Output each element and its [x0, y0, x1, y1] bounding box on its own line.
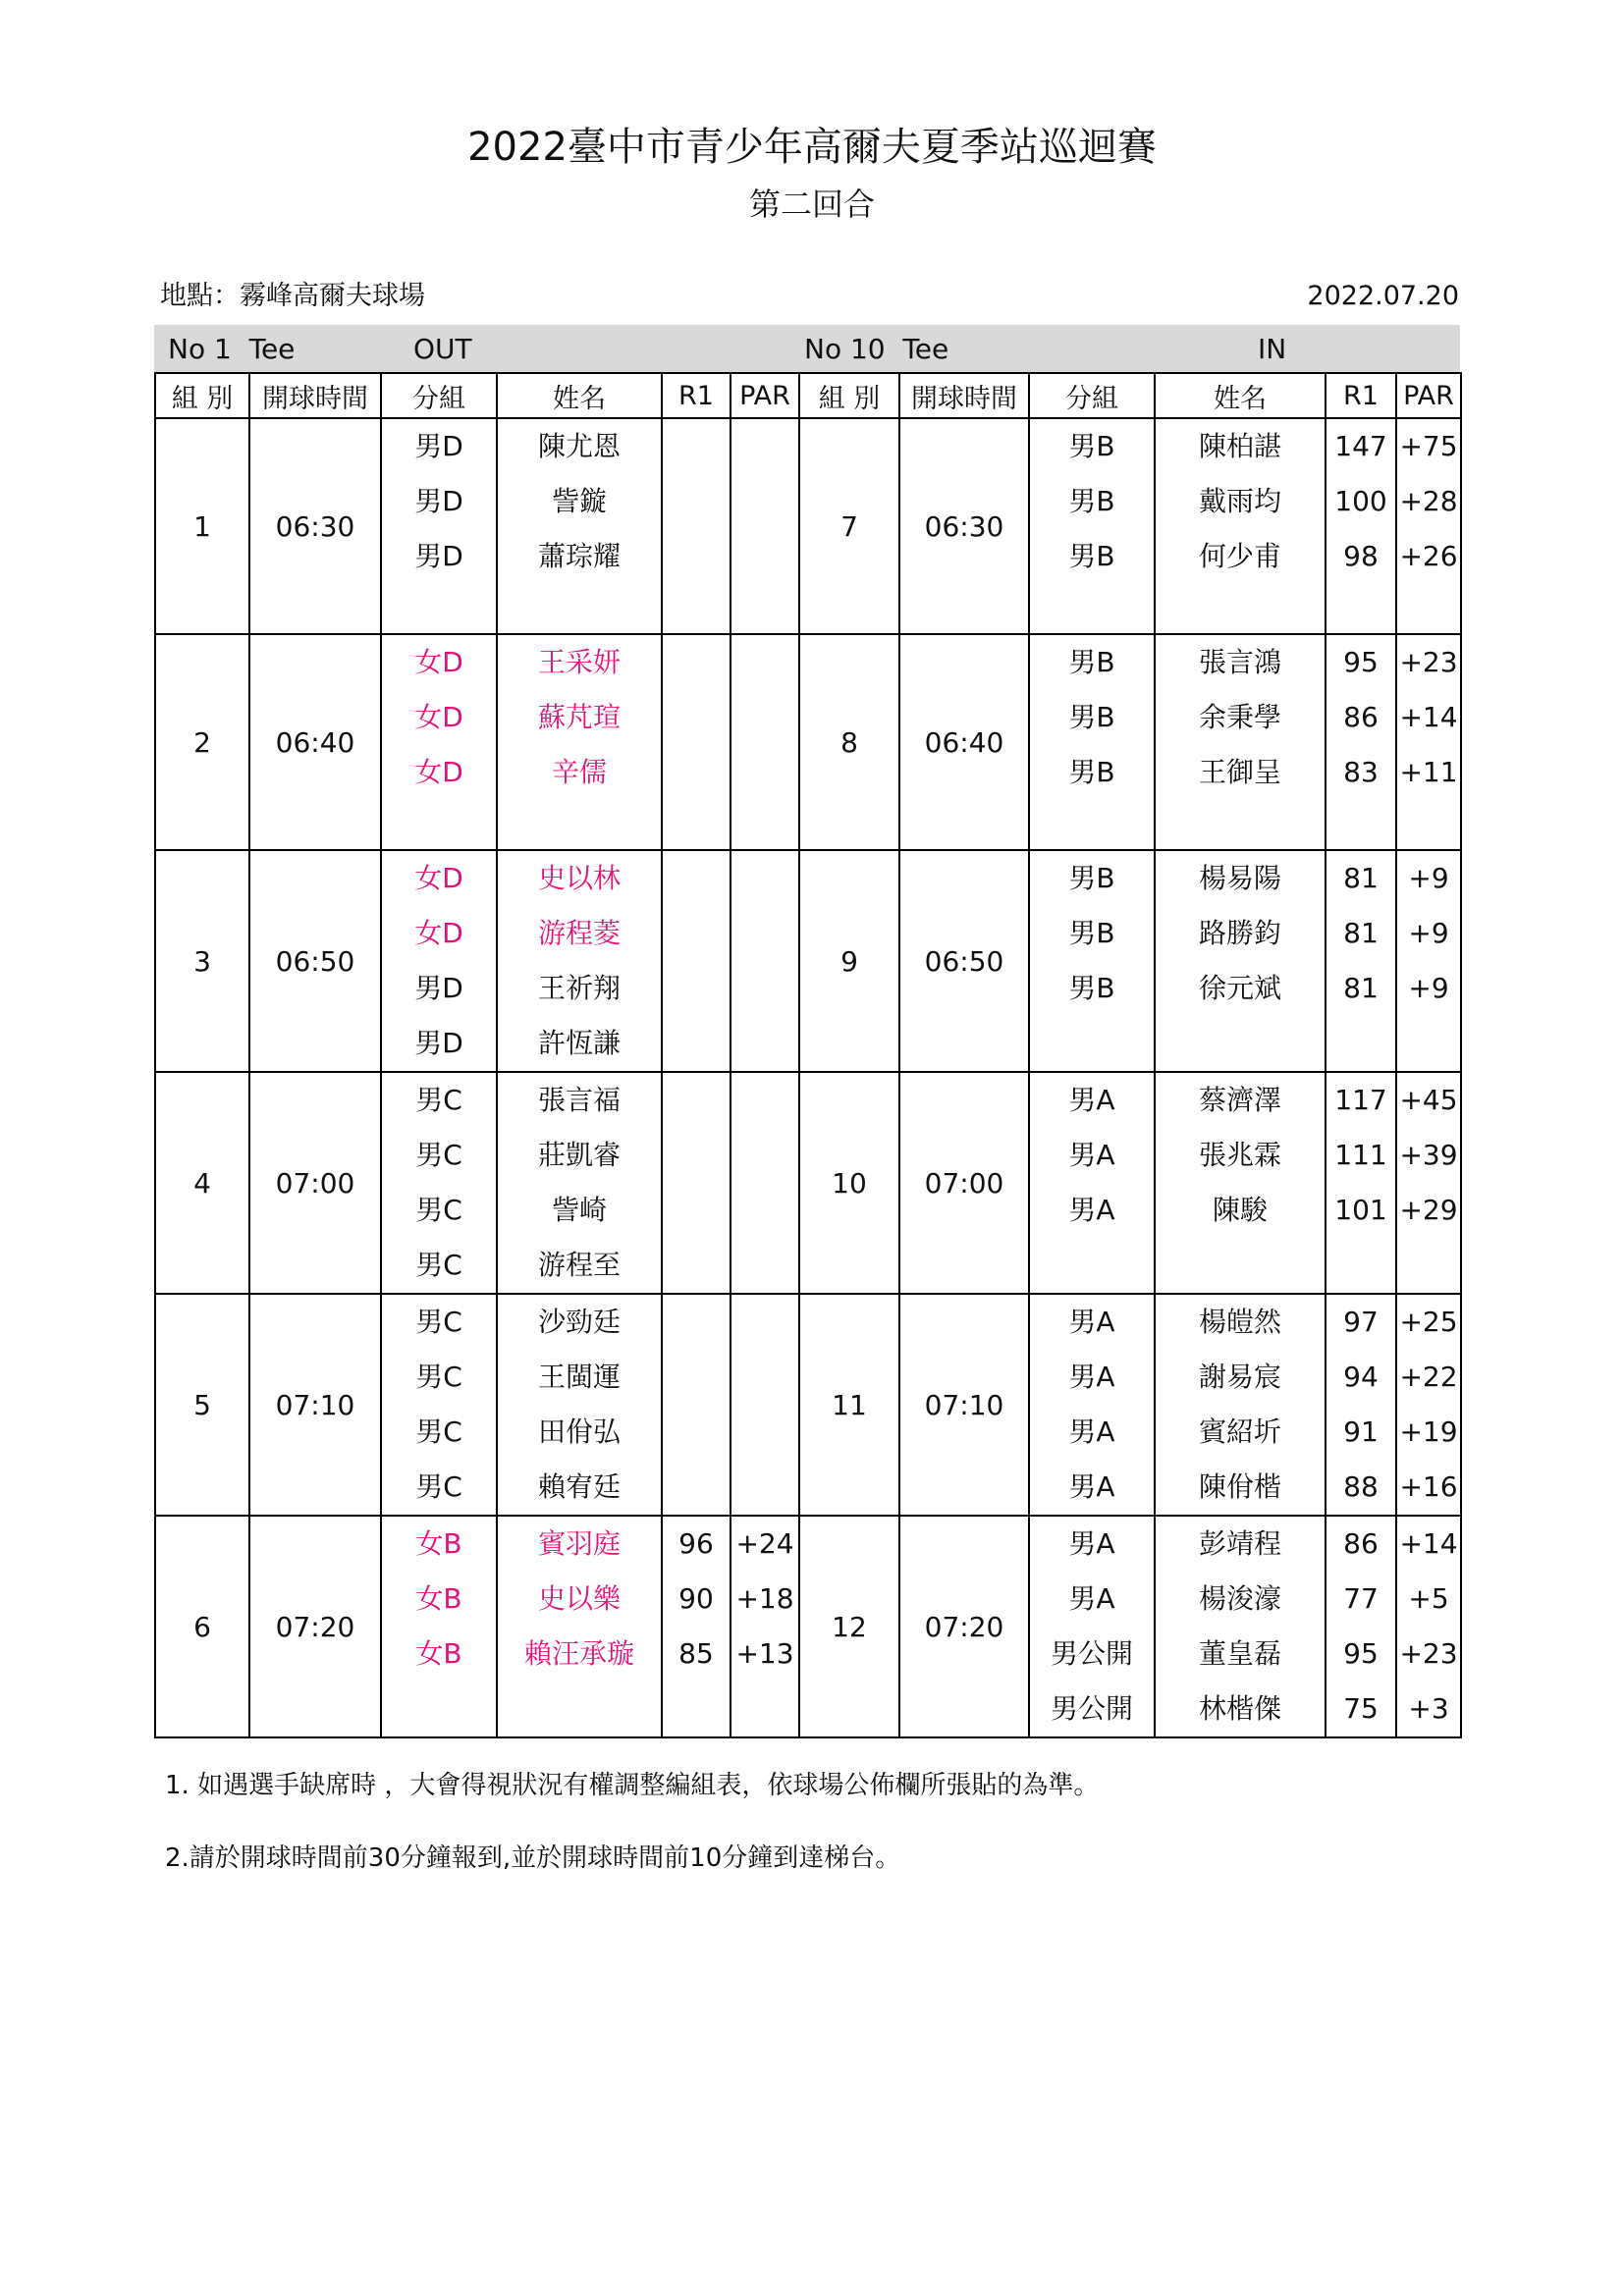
col-header: 姓名 — [497, 373, 662, 418]
group-number: 11 — [799, 1294, 899, 1516]
player-par — [731, 961, 798, 1016]
left-name-column — [497, 1294, 662, 1516]
right-name-column — [1155, 1072, 1326, 1294]
player-name: 張言鴻 — [1198, 646, 1281, 678]
player-div: 男A — [1068, 1415, 1115, 1448]
group-number: 2 — [155, 634, 249, 850]
player-par — [731, 1460, 798, 1515]
player-div: 女B — [415, 1527, 462, 1560]
player-r1: 81 — [1343, 917, 1379, 949]
player-name: 楊浚濠 — [1198, 1582, 1281, 1615]
player-name: 何少甫 — [1198, 540, 1281, 572]
tee-time: 06:30 — [249, 418, 381, 634]
player-div: 男B — [1068, 430, 1115, 462]
player-par: +9 — [1408, 862, 1449, 894]
player-r1 — [663, 745, 730, 800]
player-name: 林楷傑 — [1198, 1692, 1281, 1725]
right-par-column — [1396, 634, 1461, 850]
player-name: 楊易陽 — [1198, 862, 1281, 894]
player-name: 賴汪承璇 — [523, 1637, 634, 1670]
player-r1: 77 — [1343, 1582, 1379, 1615]
pairings-table — [154, 372, 1462, 1738]
player-par: +14 — [1399, 701, 1458, 733]
player-par — [731, 1405, 798, 1460]
player-div: 男C — [415, 1139, 462, 1171]
right-r1-column — [1326, 418, 1396, 634]
right-div-column — [1029, 850, 1155, 1072]
player-r1: 97 — [1343, 1306, 1379, 1338]
left-name-column — [497, 1516, 662, 1737]
tee-time: 07:20 — [249, 1516, 381, 1737]
right-par-column — [1396, 1294, 1461, 1516]
left-div-column — [381, 1072, 497, 1294]
left-par-column — [731, 850, 799, 1072]
player-r1: 81 — [1343, 972, 1379, 1004]
right-name-column — [1155, 850, 1326, 1072]
player-par: +16 — [1399, 1470, 1458, 1503]
player-r1 — [663, 1183, 730, 1238]
note-item: 1. 如遇選手缺席時 ，大會得視狀況有權調整編組表，依球場公佈欄所張貼的為準。 — [165, 1771, 1100, 1800]
player-name: 陳駿 — [1212, 1194, 1268, 1226]
player-par — [731, 906, 798, 961]
player-par — [731, 1183, 798, 1238]
player-div: 男A — [1068, 1527, 1115, 1560]
right-par-column — [1396, 850, 1461, 1072]
player-div: 女D — [414, 701, 463, 733]
right-tee-label: No 10 Tee — [804, 333, 949, 365]
venue-label: 地點：霧峰高爾夫球場 — [160, 281, 425, 311]
group-row — [155, 634, 1461, 850]
col-header: PAR — [1396, 373, 1461, 418]
tee-time: 07:00 — [899, 1072, 1029, 1294]
left-r1-column — [662, 850, 731, 1072]
left-div-column — [381, 850, 497, 1072]
left-div-column — [381, 1516, 497, 1737]
player-par — [731, 1238, 798, 1293]
player-name: 蕭琮耀 — [537, 540, 621, 572]
player-name: 賓紹圻 — [1198, 1415, 1281, 1448]
player-name: 楊皚然 — [1198, 1306, 1281, 1338]
group-row — [155, 1516, 1461, 1737]
right-r1-column — [1326, 634, 1396, 850]
player-div: 男A — [1068, 1194, 1115, 1226]
right-name-column — [1155, 418, 1326, 634]
page-subtitle: 第二回合 — [748, 186, 875, 223]
tee-time: 06:50 — [899, 850, 1029, 1072]
player-par: +3 — [1408, 1692, 1449, 1725]
player-div: 男D — [414, 540, 463, 572]
player-r1: 147 — [1334, 430, 1387, 462]
left-div-column — [381, 634, 497, 850]
player-div: 女D — [414, 756, 463, 788]
player-div: 男A — [1068, 1306, 1115, 1338]
player-name: 沙勁廷 — [537, 1306, 621, 1338]
player-r1 — [663, 1405, 730, 1460]
player-r1: 88 — [1343, 1470, 1379, 1503]
player-par: +14 — [1399, 1527, 1458, 1560]
player-name: 路勝鈞 — [1198, 917, 1281, 949]
tee-time: 06:40 — [249, 634, 381, 850]
player-par — [731, 1073, 798, 1128]
right-r1-column — [1326, 1294, 1396, 1516]
player-div: 男C — [415, 1306, 462, 1338]
right-side-label: IN — [1258, 333, 1287, 365]
col-header: 姓名 — [1155, 373, 1326, 418]
left-div-column — [381, 418, 497, 634]
player-name: 董皇磊 — [1198, 1637, 1281, 1670]
left-name-column — [497, 418, 662, 634]
player-r1: 86 — [1343, 1527, 1379, 1560]
player-r1: 81 — [1343, 862, 1379, 894]
player-r1: 75 — [1343, 1692, 1379, 1725]
right-name-column — [1155, 1516, 1326, 1737]
player-name: 蔡濟澤 — [1198, 1084, 1281, 1116]
left-r1-column — [662, 1294, 731, 1516]
player-par — [731, 745, 798, 800]
player-par: +9 — [1408, 972, 1449, 1004]
group-number: 12 — [799, 1516, 899, 1737]
right-div-column — [1029, 634, 1155, 850]
player-par — [731, 1350, 798, 1405]
right-div-column — [1029, 418, 1155, 634]
player-name: 陳尤恩 — [537, 430, 621, 462]
player-name: 王閩運 — [537, 1361, 621, 1393]
player-div: 男A — [1068, 1084, 1115, 1116]
player-div: 男A — [1068, 1139, 1115, 1171]
note-item: 2.請於開球時間前30分鐘報到,並於開球時間前10分鐘到達梯台。 — [165, 1843, 901, 1873]
player-r1: 111 — [1334, 1139, 1387, 1171]
player-name: 賓羽庭 — [537, 1527, 621, 1560]
player-par — [731, 419, 798, 474]
player-name: 游程至 — [537, 1249, 621, 1281]
player-div: 女B — [415, 1637, 462, 1670]
player-name: 辛儒 — [551, 756, 607, 788]
player-par: +9 — [1408, 917, 1449, 949]
player-r1: 91 — [1343, 1415, 1379, 1448]
player-r1: 100 — [1334, 485, 1387, 517]
left-par-column — [731, 1516, 799, 1737]
player-name: 張言福 — [537, 1084, 621, 1116]
player-r1 — [663, 906, 730, 961]
player-par — [731, 851, 798, 906]
player-r1 — [663, 690, 730, 745]
player-name: 莊凱睿 — [537, 1139, 621, 1171]
page-title: 2022臺中市青少年高爾夫夏季站巡迴賽 — [467, 125, 1157, 170]
group-number: 6 — [155, 1516, 249, 1737]
player-name: 張兆霖 — [1198, 1139, 1281, 1171]
tee-time: 06:30 — [899, 418, 1029, 634]
player-name: 戴雨均 — [1198, 485, 1281, 517]
player-div: 男公開 — [1050, 1637, 1133, 1670]
player-div: 男B — [1068, 701, 1115, 733]
group-number: 10 — [799, 1072, 899, 1294]
tee-time: 07:00 — [249, 1072, 381, 1294]
group-number: 8 — [799, 634, 899, 850]
player-par: +23 — [1399, 646, 1458, 678]
player-par: +24 — [735, 1527, 794, 1560]
player-par: +26 — [1399, 540, 1458, 572]
player-div: 男D — [414, 972, 463, 1004]
player-r1 — [663, 961, 730, 1016]
player-div: 男B — [1068, 646, 1115, 678]
player-name: 徐元斌 — [1198, 972, 1281, 1004]
player-div: 男D — [414, 1027, 463, 1059]
tee-time: 07:10 — [899, 1294, 1029, 1516]
player-r1: 117 — [1334, 1084, 1387, 1116]
player-name: 史以林 — [537, 862, 621, 894]
player-name: 陳佾楷 — [1198, 1470, 1281, 1503]
player-name: 田佾弘 — [537, 1415, 621, 1448]
tee-time: 07:20 — [899, 1516, 1029, 1737]
player-r1 — [663, 1350, 730, 1405]
player-div: 男A — [1068, 1361, 1115, 1393]
player-r1 — [663, 1016, 730, 1071]
right-par-column — [1396, 1516, 1461, 1737]
group-number: 7 — [799, 418, 899, 634]
left-side-label: OUT — [413, 333, 472, 365]
player-name: 史以樂 — [537, 1582, 621, 1615]
right-r1-column — [1326, 1072, 1396, 1294]
left-par-column — [731, 634, 799, 850]
col-header: 組 別 — [155, 373, 249, 418]
tee-header-bar — [154, 325, 1460, 372]
player-par: +28 — [1399, 485, 1458, 517]
player-div: 男D — [414, 430, 463, 462]
player-r1: 83 — [1343, 756, 1379, 788]
group-row — [155, 418, 1461, 634]
player-par — [731, 529, 798, 584]
player-r1 — [663, 529, 730, 584]
right-div-column — [1029, 1294, 1155, 1516]
player-par: +45 — [1399, 1084, 1458, 1116]
tee-time: 06:40 — [899, 634, 1029, 850]
player-par: +13 — [735, 1637, 794, 1670]
player-div: 男B — [1068, 540, 1115, 572]
player-name: 謝易宸 — [1198, 1361, 1281, 1393]
player-div: 男B — [1068, 972, 1115, 1004]
player-par — [731, 1295, 798, 1350]
group-number: 3 — [155, 850, 249, 1072]
player-r1 — [663, 1073, 730, 1128]
player-div: 男C — [415, 1084, 462, 1116]
right-name-column — [1155, 1294, 1326, 1516]
col-header: 分組 — [381, 373, 497, 418]
right-par-column — [1396, 1072, 1461, 1294]
left-div-column — [381, 1294, 497, 1516]
player-par: +23 — [1399, 1637, 1458, 1670]
player-name: 賴宥廷 — [537, 1470, 621, 1503]
player-div: 男B — [1068, 917, 1115, 949]
group-number: 1 — [155, 418, 249, 634]
player-par: +39 — [1399, 1139, 1458, 1171]
player-div: 男B — [1068, 862, 1115, 894]
left-par-column — [731, 1294, 799, 1516]
player-r1: 90 — [678, 1582, 714, 1615]
event-date: 2022.07.20 — [1307, 281, 1459, 311]
player-par: +11 — [1399, 756, 1458, 788]
group-number: 5 — [155, 1294, 249, 1516]
player-name: 游程菱 — [537, 917, 621, 949]
player-r1: 95 — [1343, 646, 1379, 678]
header-row — [155, 373, 1461, 418]
player-div: 男C — [415, 1194, 462, 1226]
player-r1: 95 — [1343, 1637, 1379, 1670]
left-r1-column — [662, 1072, 731, 1294]
player-div: 女D — [414, 646, 463, 678]
left-r1-column — [662, 634, 731, 850]
tee-time: 07:10 — [249, 1294, 381, 1516]
group-row — [155, 850, 1461, 1072]
tee-time: 06:50 — [249, 850, 381, 1072]
player-name: 陳柏諶 — [1198, 430, 1281, 462]
player-div: 男C — [415, 1249, 462, 1281]
player-r1 — [663, 1295, 730, 1350]
player-r1 — [663, 419, 730, 474]
notes — [165, 1767, 1099, 1912]
player-r1: 101 — [1334, 1194, 1387, 1226]
left-name-column — [497, 634, 662, 850]
player-name: 王御呈 — [1198, 756, 1281, 788]
player-name: 訾崎 — [551, 1194, 607, 1226]
right-name-column — [1155, 634, 1326, 850]
player-div: 男C — [415, 1361, 462, 1393]
group-row — [155, 1294, 1461, 1516]
player-par: +5 — [1408, 1582, 1449, 1615]
player-r1: 94 — [1343, 1361, 1379, 1393]
right-div-column — [1029, 1516, 1155, 1737]
player-par: +29 — [1399, 1194, 1458, 1226]
left-r1-column — [662, 418, 731, 634]
player-name: 彭靖程 — [1198, 1527, 1281, 1560]
player-r1 — [663, 1460, 730, 1515]
player-r1: 96 — [678, 1527, 714, 1560]
right-r1-column — [1326, 1516, 1396, 1737]
player-par — [731, 635, 798, 690]
player-par — [731, 690, 798, 745]
player-r1 — [663, 1128, 730, 1183]
player-div: 男C — [415, 1415, 462, 1448]
player-div: 男C — [415, 1470, 462, 1503]
player-div: 男A — [1068, 1582, 1115, 1615]
left-tee-label: No 1 Tee — [168, 333, 296, 365]
player-div: 女D — [414, 917, 463, 949]
player-name: 王采妍 — [537, 646, 621, 678]
player-div: 女D — [414, 862, 463, 894]
player-div: 男D — [414, 485, 463, 517]
player-r1 — [663, 851, 730, 906]
player-div: 男B — [1068, 756, 1115, 788]
player-div: 女B — [415, 1582, 462, 1615]
right-par-column — [1396, 418, 1461, 634]
col-header: R1 — [1326, 373, 1396, 418]
col-header: 開球時間 — [249, 373, 381, 418]
player-name: 蘇芃瑄 — [537, 701, 621, 733]
left-r1-column — [662, 1516, 731, 1737]
col-header: 組 別 — [799, 373, 899, 418]
col-header: 開球時間 — [899, 373, 1029, 418]
player-par: +25 — [1399, 1306, 1458, 1338]
player-div: 男A — [1068, 1470, 1115, 1503]
player-par: +18 — [735, 1582, 794, 1615]
right-div-column — [1029, 1072, 1155, 1294]
left-name-column — [497, 850, 662, 1072]
player-r1 — [663, 635, 730, 690]
group-number: 9 — [799, 850, 899, 1072]
player-par — [731, 1128, 798, 1183]
right-r1-column — [1326, 850, 1396, 1072]
col-header: R1 — [662, 373, 731, 418]
player-par — [731, 474, 798, 529]
player-r1: 85 — [678, 1637, 714, 1670]
col-header: PAR — [731, 373, 799, 418]
player-name: 許恆謙 — [537, 1027, 621, 1059]
player-name: 余秉學 — [1198, 701, 1281, 733]
group-number: 4 — [155, 1072, 249, 1294]
player-div: 男公開 — [1050, 1692, 1133, 1725]
player-par — [731, 1016, 798, 1071]
group-row — [155, 1072, 1461, 1294]
player-par: +22 — [1399, 1361, 1458, 1393]
player-name: 王祈翔 — [537, 972, 621, 1004]
player-r1: 86 — [1343, 701, 1379, 733]
player-r1 — [663, 474, 730, 529]
player-name: 訾鏇 — [551, 485, 607, 517]
player-par: +19 — [1399, 1415, 1458, 1448]
col-header: 分組 — [1029, 373, 1155, 418]
player-par: +75 — [1399, 430, 1458, 462]
left-par-column — [731, 1072, 799, 1294]
left-name-column — [497, 1072, 662, 1294]
player-div: 男B — [1068, 485, 1115, 517]
left-par-column — [731, 418, 799, 634]
player-r1: 98 — [1343, 540, 1379, 572]
player-r1 — [663, 1238, 730, 1293]
